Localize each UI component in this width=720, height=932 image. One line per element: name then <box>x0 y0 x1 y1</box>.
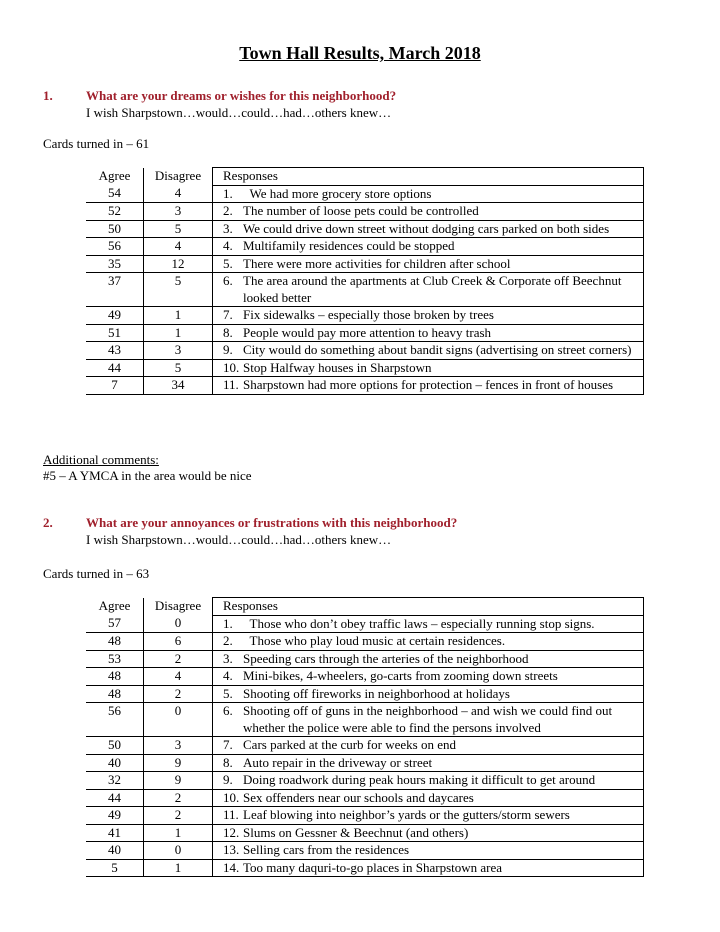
table-row <box>86 668 644 686</box>
response-cell <box>213 754 644 772</box>
response-number: 12. <box>223 824 240 840</box>
agree-count: 53 <box>86 650 144 668</box>
agree-count: 49 <box>86 307 144 325</box>
agree-count: 5 <box>86 859 144 877</box>
agree-header: Agree <box>86 168 144 186</box>
disagree-count: 34 <box>144 377 213 395</box>
table-row <box>86 789 644 807</box>
disagree-count: 2 <box>144 789 213 807</box>
response-number: 14. <box>223 859 240 875</box>
table-row <box>86 185 644 203</box>
disagree-count: 9 <box>144 772 213 790</box>
response-text: Sharpstown had more options for protection – fences in front of houses <box>243 377 614 392</box>
agree-count: 50 <box>86 737 144 755</box>
agree-count: 7 <box>86 377 144 395</box>
response-number: 1. <box>223 615 233 631</box>
response-text: City would do something about bandit signs (advertising on street corners) <box>243 342 632 357</box>
response-cell <box>213 615 644 633</box>
agree-count: 40 <box>86 842 144 860</box>
response-cell <box>213 737 644 755</box>
table-row <box>86 842 644 860</box>
response-number: 5. <box>223 255 233 271</box>
responses-table-1 <box>86 167 644 395</box>
response-cell <box>213 842 644 860</box>
cards-turned-in-1: Cards turned in – 61 <box>43 136 150 151</box>
table-row <box>86 754 644 772</box>
response-number: 13. <box>223 842 240 857</box>
response-text: Those who don’t obey traffic laws – especially running stop signs. <box>243 615 595 631</box>
question-2-heading <box>43 515 457 531</box>
table-row <box>86 377 644 395</box>
response-text: Slums on Gessner & Beechnut (and others) <box>243 824 469 840</box>
response-cell <box>213 772 644 790</box>
response-text: Multifamily residences could be stopped <box>243 238 455 253</box>
table-row <box>86 273 644 307</box>
agree-header: Agree <box>86 598 144 616</box>
response-text: Shooting off fireworks in neighborhood at holidays <box>243 685 510 701</box>
response-number: 7. <box>223 307 233 322</box>
response-cell <box>213 859 644 877</box>
table-row <box>86 685 644 703</box>
question-1-heading <box>43 88 396 104</box>
response-number: 10. <box>223 359 240 375</box>
response-number: 3. <box>223 220 233 236</box>
disagree-count: 1 <box>144 324 213 342</box>
response-cell <box>213 668 644 686</box>
response-cell <box>213 807 644 825</box>
response-number: 4. <box>223 668 233 683</box>
response-text: Sex offenders near our schools and daycares <box>243 789 474 805</box>
response-text: Cars parked at the curb for weeks on end <box>243 737 456 752</box>
agree-count: 41 <box>86 824 144 842</box>
agree-count: 35 <box>86 255 144 273</box>
disagree-count: 6 <box>144 633 213 651</box>
response-text: Auto repair in the driveway or street <box>243 754 433 770</box>
disagree-count: 4 <box>144 238 213 256</box>
response-cell <box>213 789 644 807</box>
agree-count: 52 <box>86 203 144 221</box>
response-text: Selling cars from the residences <box>243 842 410 857</box>
response-cell <box>213 342 644 360</box>
additional-comments-text: #5 – A YMCA in the area would be nice <box>43 468 252 483</box>
question-text: What are your annoyances or frustrations with this neighborhood? <box>86 515 458 530</box>
responses-header: Responses <box>213 168 644 186</box>
response-cell <box>213 359 644 377</box>
table-row <box>86 807 644 825</box>
agree-count: 37 <box>86 273 144 307</box>
disagree-count: 5 <box>144 359 213 377</box>
response-cell <box>213 377 644 395</box>
table-row <box>86 703 644 737</box>
response-number: 8. <box>223 754 233 770</box>
response-number: 8. <box>223 324 233 340</box>
response-number: 2. <box>223 633 233 648</box>
responses-header: Responses <box>213 598 644 616</box>
response-number: 7. <box>223 737 233 752</box>
disagree-count: 0 <box>144 842 213 860</box>
response-cell <box>213 255 644 273</box>
response-number: 11. <box>223 807 239 822</box>
response-text: Doing roadwork during peak hours making it difficult to get around <box>243 772 596 787</box>
response-number: 9. <box>223 342 233 357</box>
cards-turned-in-2: Cards turned in – 63 <box>43 566 150 581</box>
response-text: The area around the apartments at Club Creek & Corporate off Beechnut looked better <box>243 273 625 305</box>
disagree-count: 9 <box>144 754 213 772</box>
additional-comments-label: Additional comments: <box>43 452 159 467</box>
response-number: 10. <box>223 789 240 805</box>
response-number: 9. <box>223 772 233 787</box>
response-number: 4. <box>223 238 233 253</box>
disagree-count: 2 <box>144 807 213 825</box>
agree-count: 54 <box>86 185 144 203</box>
table-row <box>86 324 644 342</box>
response-text: We had more grocery store options <box>243 185 432 201</box>
table-row <box>86 772 644 790</box>
disagree-count: 0 <box>144 703 213 737</box>
agree-count: 48 <box>86 685 144 703</box>
disagree-count: 1 <box>144 824 213 842</box>
question-number: 1. <box>43 88 53 103</box>
response-cell <box>213 220 644 238</box>
response-text: The number of loose pets could be controlled <box>243 203 479 218</box>
table-row <box>86 650 644 668</box>
disagree-count: 3 <box>144 737 213 755</box>
response-cell <box>213 307 644 325</box>
page-title: Town Hall Results, March 2018 <box>239 43 481 63</box>
response-number: 11. <box>223 377 239 392</box>
response-text: Those who play loud music at certain residences. <box>243 633 506 648</box>
response-number: 3. <box>223 650 233 666</box>
table-row <box>86 307 644 325</box>
table-row <box>86 238 644 256</box>
response-text: There were more activities for children after school <box>243 255 511 271</box>
question-2-prompt: I wish Sharpstown…would…could…had…others knew… <box>86 532 392 547</box>
agree-count: 43 <box>86 342 144 360</box>
disagree-count: 1 <box>144 307 213 325</box>
response-cell <box>213 238 644 256</box>
agree-count: 40 <box>86 754 144 772</box>
disagree-count: 12 <box>144 255 213 273</box>
question-number: 2. <box>43 515 53 530</box>
table-row <box>86 342 644 360</box>
response-text: Stop Halfway houses in Sharpstown <box>243 359 432 375</box>
response-number: 6. <box>223 273 233 288</box>
disagree-count: 3 <box>144 342 213 360</box>
responses-table-2 <box>86 597 644 877</box>
agree-count: 57 <box>86 615 144 633</box>
response-cell <box>213 650 644 668</box>
response-cell <box>213 324 644 342</box>
disagree-count: 2 <box>144 685 213 703</box>
response-number: 6. <box>223 703 233 718</box>
table-row <box>86 633 644 651</box>
table-row <box>86 255 644 273</box>
response-number: 2. <box>223 203 233 218</box>
table-row <box>86 220 644 238</box>
disagree-count: 4 <box>144 185 213 203</box>
response-text: Fix sidewalks – especially those broken by trees <box>243 307 494 322</box>
agree-count: 48 <box>86 668 144 686</box>
disagree-count: 2 <box>144 650 213 668</box>
response-number: 5. <box>223 685 233 701</box>
agree-count: 32 <box>86 772 144 790</box>
table-row <box>86 203 644 221</box>
response-text: Leaf blowing into neighbor’s yards or the gutters/storm sewers <box>243 807 570 822</box>
disagree-count: 1 <box>144 859 213 877</box>
response-cell <box>213 824 644 842</box>
agree-count: 48 <box>86 633 144 651</box>
question-text: What are your dreams or wishes for this neighborhood? <box>86 88 397 103</box>
agree-count: 44 <box>86 359 144 377</box>
response-text: Speeding cars through the arteries of the neighborhood <box>243 650 529 666</box>
response-cell <box>213 633 644 651</box>
response-cell <box>213 185 644 203</box>
agree-count: 56 <box>86 703 144 737</box>
response-text: Mini-bikes, 4-wheelers, go-carts from zooming down streets <box>243 668 558 683</box>
disagree-count: 5 <box>144 273 213 307</box>
agree-count: 50 <box>86 220 144 238</box>
response-number: 1. <box>223 185 233 201</box>
response-text: Shooting off of guns in the neighborhood – and wish we could find out whether the police were able to find the persons involved <box>243 703 616 735</box>
disagree-header: Disagree <box>144 168 213 186</box>
table-row <box>86 824 644 842</box>
disagree-count: 0 <box>144 615 213 633</box>
response-cell <box>213 685 644 703</box>
table-row <box>86 615 644 633</box>
agree-count: 44 <box>86 789 144 807</box>
disagree-count: 3 <box>144 203 213 221</box>
agree-count: 49 <box>86 807 144 825</box>
response-cell <box>213 273 644 307</box>
agree-count: 51 <box>86 324 144 342</box>
agree-count: 56 <box>86 238 144 256</box>
table-row <box>86 737 644 755</box>
question-1-prompt: I wish Sharpstown…would…could…had…others knew… <box>86 105 392 120</box>
disagree-count: 4 <box>144 668 213 686</box>
table-row <box>86 359 644 377</box>
disagree-count: 5 <box>144 220 213 238</box>
response-text: People would pay more attention to heavy trash <box>243 324 492 340</box>
response-text: We could drive down street without dodging cars parked on both sides <box>243 220 610 236</box>
response-cell <box>213 203 644 221</box>
disagree-header: Disagree <box>144 598 213 616</box>
table-row <box>86 859 644 877</box>
response-cell <box>213 703 644 737</box>
response-text: Too many daquri-to-go places in Sharpstown area <box>243 859 503 875</box>
